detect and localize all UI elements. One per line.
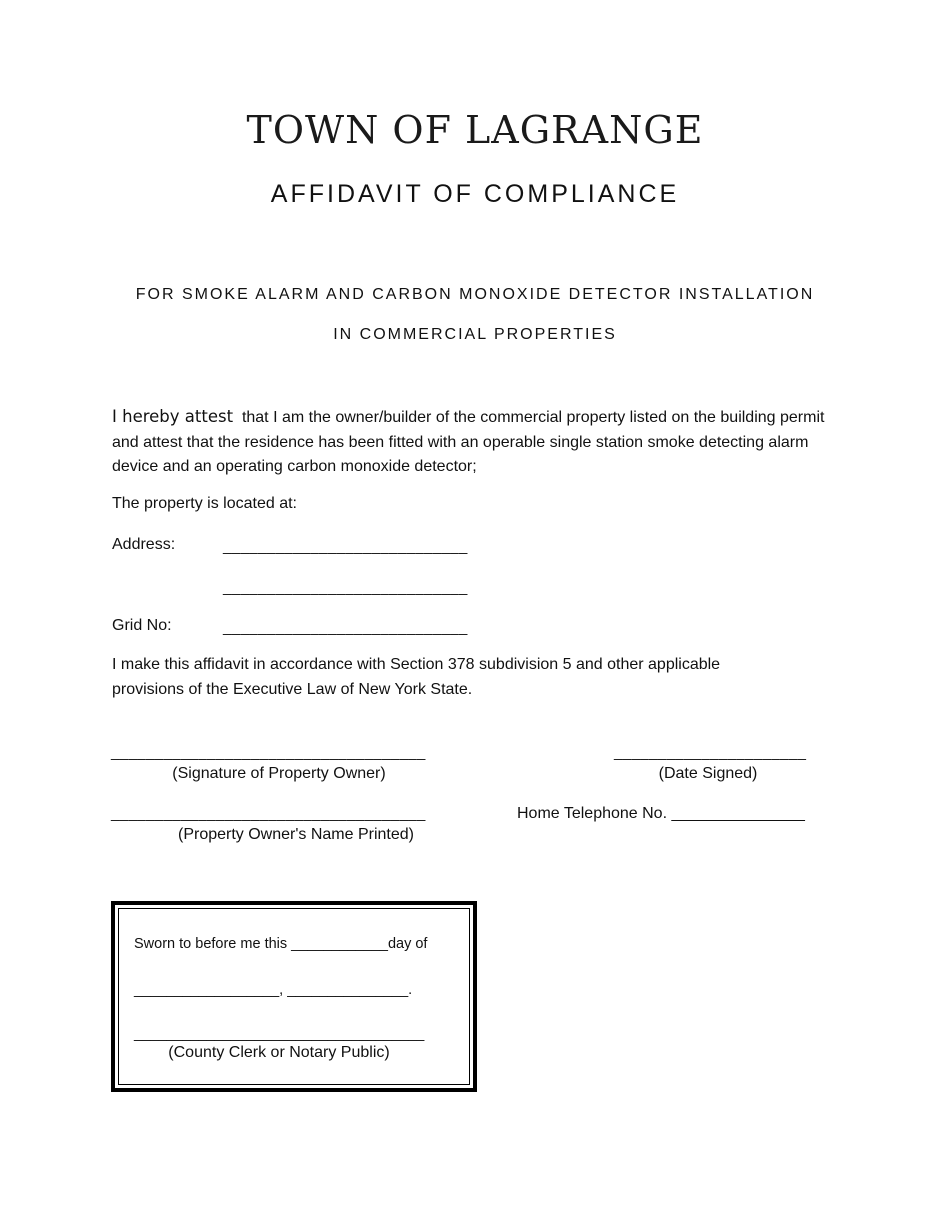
attestation-body: that I am the owner/builder of the commercial property listed on the building permit and attest that the residence has been fitted with an operable single station smoke detecting alarm device and an operating carbon monoxide detector; xyxy=(112,409,825,475)
notary-box-inner-border xyxy=(118,908,470,1085)
home-telephone-field[interactable]: Home Telephone No. _______________ xyxy=(517,805,805,822)
attestation-paragraph xyxy=(112,405,850,480)
notary-signature-line[interactable]: ____________________________________ xyxy=(134,1026,425,1042)
affidavit-statement-line-2: provisions of the Executive Law of New York State. xyxy=(112,681,473,698)
address-label: Address: xyxy=(112,536,176,553)
attestation-lead: I hereby attest xyxy=(112,407,234,426)
notary-box xyxy=(111,901,477,1092)
owner-name-caption: (Property Owner's Name Printed) xyxy=(177,826,414,843)
sworn-day-blank[interactable]: ____________ xyxy=(291,936,388,952)
grid-number-line[interactable]: ____________________________ xyxy=(223,619,468,636)
sworn-date-blank[interactable]: __________________, _______________. xyxy=(134,982,413,998)
sworn-prefix: Sworn to before me this xyxy=(134,936,288,952)
document-title: AFFIDAVIT OF COMPLIANCE xyxy=(270,180,680,208)
property-located-label: The property is located at: xyxy=(112,495,297,512)
owner-name-line[interactable]: ____________________________________ xyxy=(111,805,426,822)
subtitle-line-1: FOR SMOKE ALARM AND CARBON MONOXIDE DETECTOR INSTALLATION xyxy=(135,286,815,303)
address-line-2[interactable]: ____________________________ xyxy=(223,579,468,596)
affidavit-statement-line-1: I make this affidavit in accordance with Section 378 subdivision 5 and other applicable xyxy=(112,656,721,673)
date-signed-line[interactable]: ______________________ xyxy=(614,744,807,761)
town-title: TOWN OF LAGRANGE xyxy=(246,108,704,152)
grid-number-label: Grid No: xyxy=(112,617,172,634)
owner-signature-line[interactable]: ____________________________________ xyxy=(111,744,426,761)
subtitle-line-2: IN COMMERCIAL PROPERTIES xyxy=(333,326,617,343)
sworn-statement xyxy=(134,936,427,952)
sworn-suffix: day of xyxy=(387,936,428,952)
date-signed-caption: (Date Signed) xyxy=(658,765,758,782)
address-line-1[interactable]: ____________________________ xyxy=(223,538,468,555)
owner-signature-caption: (Signature of Property Owner) xyxy=(172,765,386,782)
notary-caption: (County Clerk or Notary Public) xyxy=(168,1044,390,1061)
